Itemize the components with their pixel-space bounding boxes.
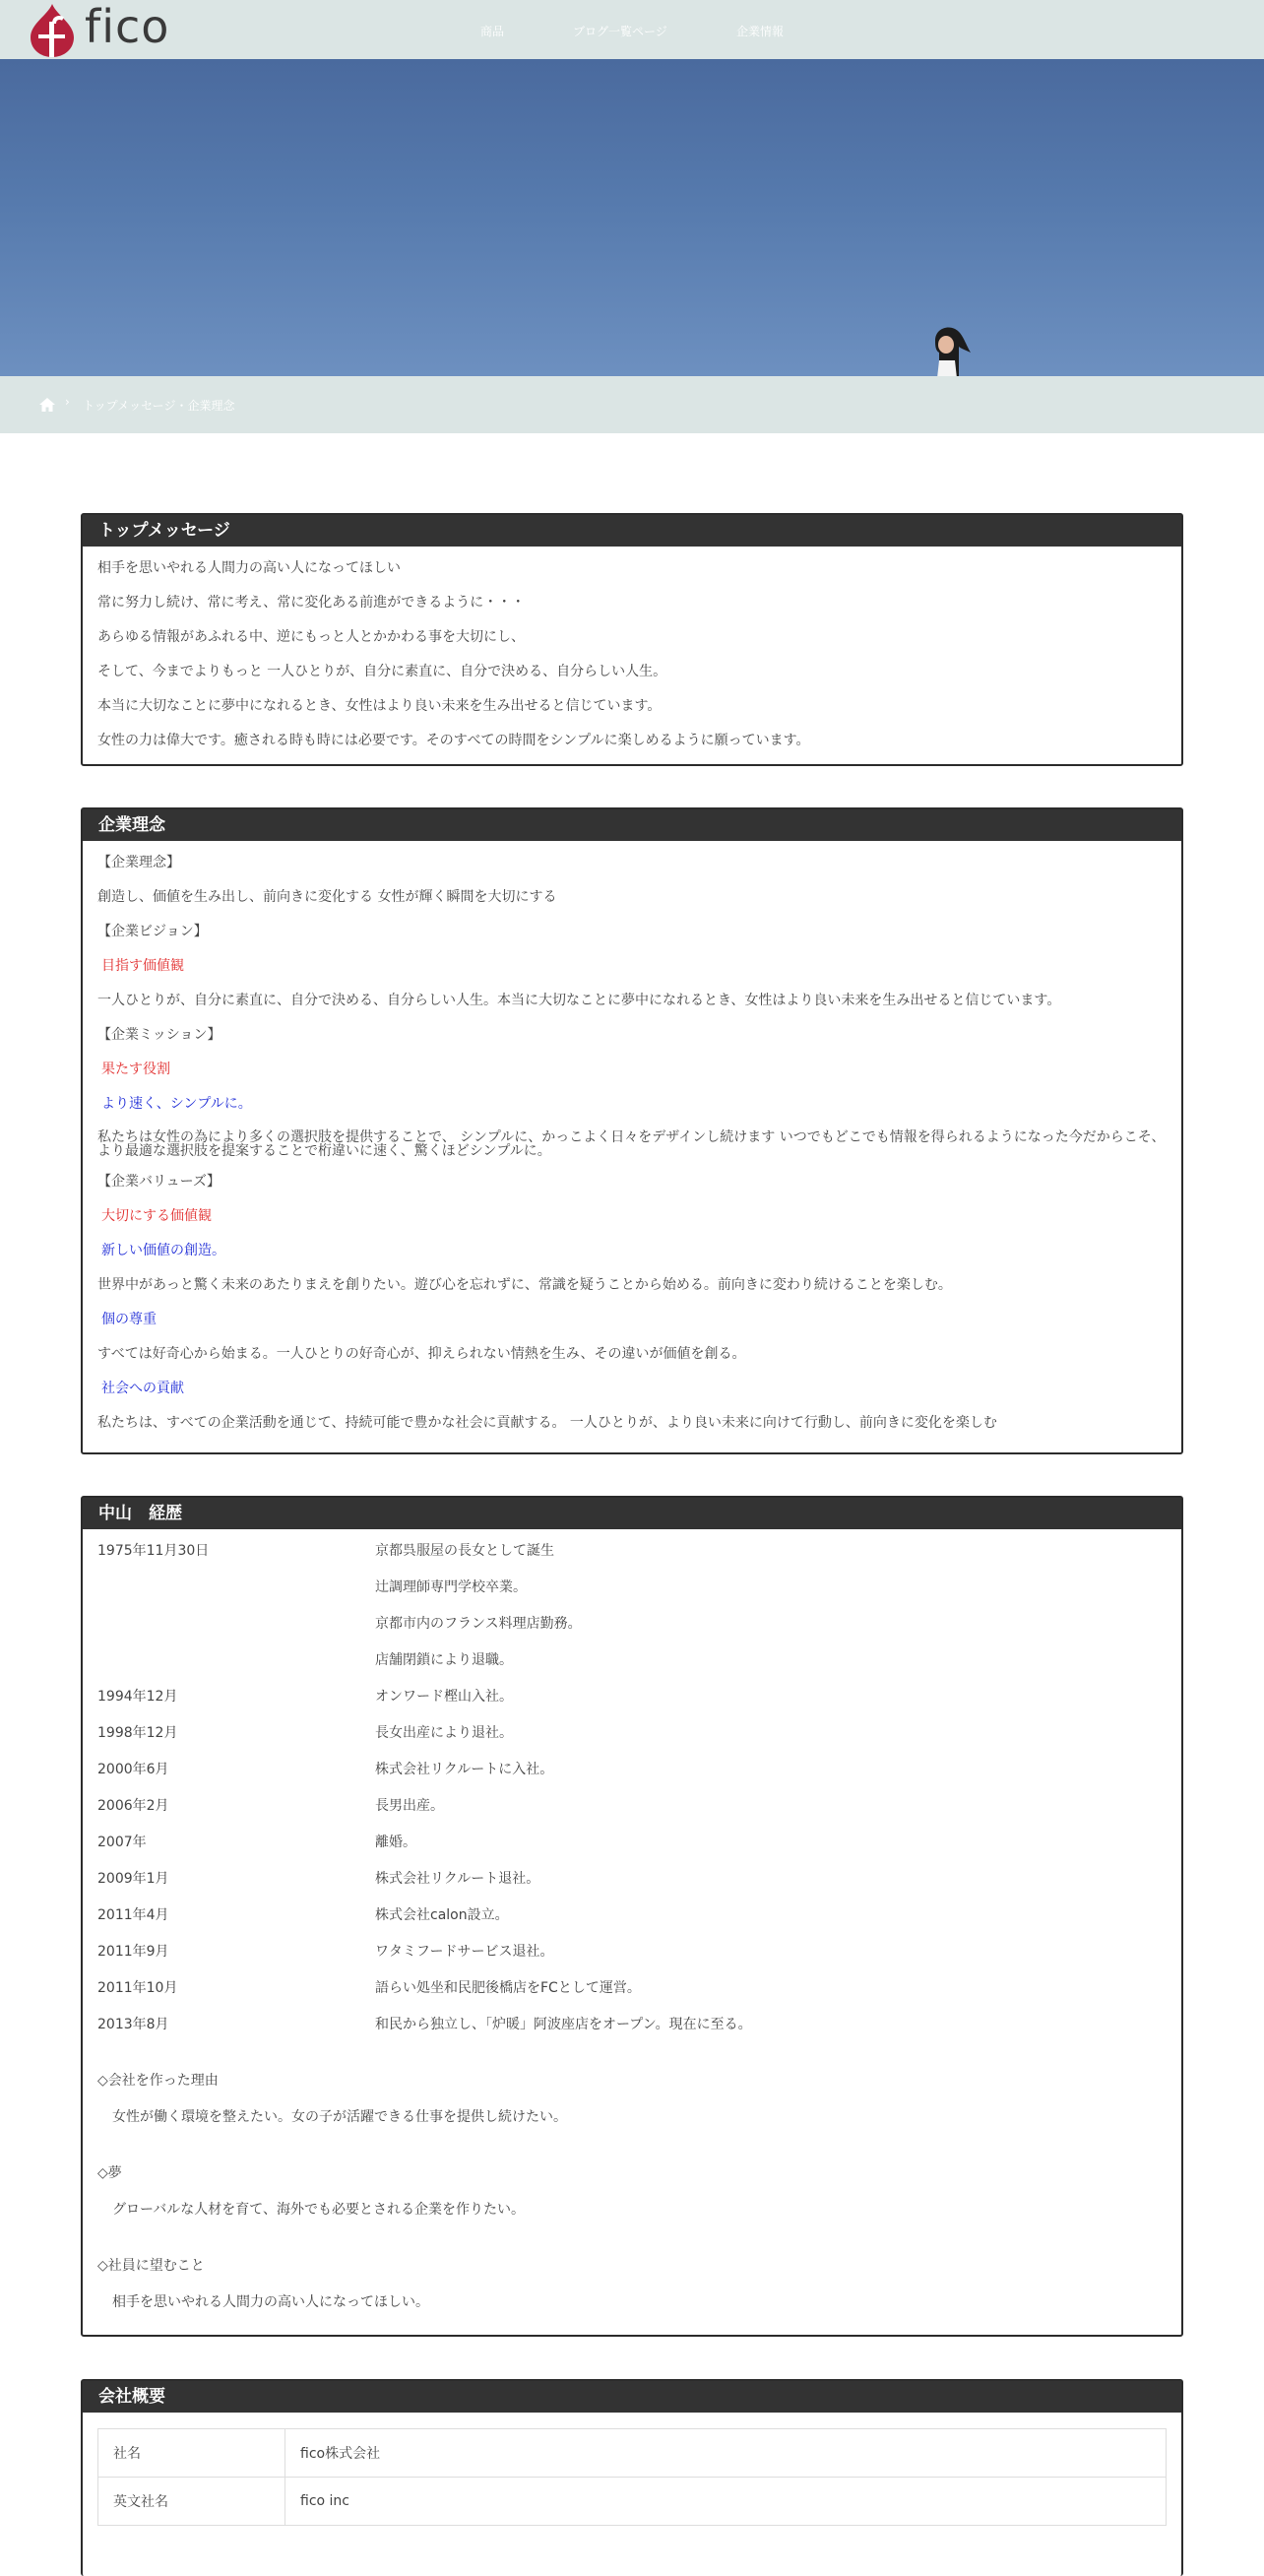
philosophy-heading: 社会への貢献 (101, 1381, 184, 1396)
top-message-title: トップメッセージ (83, 515, 1181, 547)
site-header (0, 0, 1264, 59)
breadcrumb-current: トップメッセージ・企業理念 (83, 399, 235, 413)
philosophy-heading: 果たす役割 (101, 1062, 170, 1077)
career-date (97, 1616, 375, 1652)
career-row (97, 1579, 1167, 1616)
philosophy-text: 一人ひとりが、自分に素直に、自分で決める、自分らしい人生。本当に大切なことに夢中になれるとき、女性はより良い未来を生み出せると信じています。 (97, 993, 1061, 1008)
career-body (83, 1529, 1181, 2321)
career-box (81, 1496, 1183, 2337)
career-date: 2007年 (97, 1835, 147, 1850)
company-table (97, 2428, 1167, 2526)
company-title: 会社概要 (83, 2381, 1181, 2413)
career-row (97, 1798, 1167, 1835)
home-icon[interactable] (39, 398, 55, 412)
career-note: オンワード樫山入社。 (375, 1689, 513, 1705)
career-note: 京都呉服屋の長女として誕生 (375, 1543, 554, 1559)
career-date: 2006年2月 (97, 1798, 169, 1814)
career-date: 2011年10月 (97, 1980, 178, 1996)
chevron-right-icon: › (65, 395, 70, 409)
company-value: fico inc (285, 2478, 1167, 2526)
career-note: 株式会社リクルートに入社。 (375, 1762, 554, 1777)
career-row (97, 1980, 1167, 2017)
message-line: あらゆる情報があふれる中、逆にもっと人とかかわる事を大切にし、 (97, 629, 525, 645)
career-row (97, 1871, 1167, 1907)
philosophy-body (83, 841, 1181, 1442)
career-section-text: 相手を思いやれる人間力の高い人になってほしい。 (112, 2294, 429, 2310)
career-section-title: ◇社員に望むこと (97, 2258, 205, 2274)
career-note: 京都市内のフランス料理店勤務。 (375, 1616, 582, 1632)
career-note: 長女出産により退社。 (375, 1725, 513, 1741)
career-note: 和民から独立し、「炉暖」阿波座店をオープン。現在に至る。 (375, 2017, 752, 2032)
career-note: 株式会社リクルート退社。 (375, 1871, 540, 1887)
company-box (81, 2379, 1183, 2576)
company-key: 英文社名 (98, 2478, 285, 2526)
career-row (97, 1652, 1167, 1689)
career-note: 株式会社calon設立。 (375, 1907, 509, 1923)
logo-text: fico (85, 0, 170, 53)
career-date: 1994年12月 (97, 1689, 178, 1705)
career-section-title: ◇夢 (97, 2165, 122, 2181)
career-note: 店舗閉鎖により退職。 (375, 1652, 513, 1668)
career-row (97, 1689, 1167, 1725)
career-date (97, 1652, 375, 1689)
career-date: 2009年1月 (97, 1871, 169, 1887)
career-row (97, 1835, 1167, 1871)
career-row (97, 1944, 1167, 1980)
philosophy-heading: 大切にする価値観 (101, 1208, 212, 1224)
table-row (98, 2478, 1167, 2526)
breadcrumb (0, 376, 1264, 433)
career-note: 辻調理師専門学校卒業。 (375, 1579, 527, 1595)
nav-item-company[interactable]: 企業情報 (736, 25, 785, 38)
career-date: 2000年6月 (97, 1762, 169, 1777)
top-message-body (83, 547, 1181, 759)
career-date: 2011年9月 (97, 1944, 169, 1960)
philosophy-heading: より速く、シンプルに。 (101, 1096, 252, 1112)
philosophy-text: 【企業ビジョン】 (97, 924, 208, 939)
career-row (97, 1907, 1167, 1944)
philosophy-heading: 個の尊重 (101, 1312, 157, 1327)
career-section-title: ◇会社を作った理由 (97, 2073, 219, 2089)
philosophy-heading: 新しい価値の創造。 (101, 1243, 225, 1258)
girl-figure-icon (925, 323, 984, 376)
table-row (98, 2429, 1167, 2478)
career-date: 2011年4月 (97, 1907, 169, 1923)
message-line: 女性の力は偉大です。癒される時も時には必要です。そのすべての時間をシンプルに楽しめるように願っています。 (97, 733, 810, 748)
career-row (97, 1616, 1167, 1652)
philosophy-heading: 目指す価値観 (101, 958, 184, 974)
message-line: そして、今までよりもっと 一人ひとりが、自分に素直に、自分で決める、自分らしい人生。 (97, 664, 667, 679)
philosophy-text: すべては好奇心から始まる。一人ひとりの好奇心が、抑えられない情熱を生み、その違いが価値を創る。 (97, 1346, 746, 1362)
career-date (97, 1579, 375, 1616)
nav-item-products[interactable]: 商品 (480, 25, 505, 38)
company-value: fico株式会社 (285, 2429, 1167, 2478)
message-line: 相手を思いやれる人間力の高い人になってほしい (97, 560, 401, 576)
career-note: ワタミフードサービス退社。 (375, 1944, 554, 1960)
career-row (97, 1725, 1167, 1762)
philosophy-box (81, 807, 1183, 1454)
career-note: 離婚。 (375, 1835, 416, 1850)
top-message-box (81, 513, 1183, 766)
career-note: 語らい処坐和民肥後橋店をFCとして運営。 (375, 1980, 641, 1996)
company-key: 社名 (98, 2429, 285, 2478)
career-date: 1975年11月30日 (97, 1543, 210, 1559)
career-title: 中山 経歴 (83, 1498, 1181, 1529)
message-line: 常に努力し続け、常に考え、常に変化ある前進ができるように・・・ (97, 595, 526, 611)
nav-item-blog-list[interactable]: ブログ一覧ページ (573, 25, 667, 38)
career-row (97, 2017, 1167, 2053)
career-date: 1998年12月 (97, 1725, 178, 1741)
career-row (97, 1543, 1167, 1579)
philosophy-text: 【企業バリューズ】 (97, 1174, 221, 1190)
philosophy-text: 【企業ミッション】 (97, 1027, 221, 1043)
career-date: 2013年8月 (97, 2017, 169, 2032)
philosophy-text: 創造し、価値を生み出し、前向きに変化する 女性が輝く瞬間を大切にする (97, 889, 557, 905)
philosophy-title: 企業理念 (83, 809, 1181, 841)
site-logo[interactable] (28, 0, 169, 59)
message-line: 本当に大切なことに夢中になれるとき、女性はより良い未来を生み出せると信じています。 (97, 698, 662, 714)
career-section-text: 女性が働く環境を整えたい。女の子が活躍できる仕事を提供し続けたい。 (112, 2109, 567, 2125)
philosophy-text: 私たちは、すべての企業活動を通じて、持続可能で豊かな社会に貢献する。 一人ひとりが、より良い未来に向けて行動し、前向きに変化を楽しむ (97, 1415, 997, 1431)
career-row (97, 1762, 1167, 1798)
career-note: 長男出産。 (375, 1798, 444, 1814)
philosophy-text: 私たちは女性の為により多くの選択肢を提供することで、 シンプルに、かっこよく日々をデザインし続けます いつでもどこでも情報を得られるようになった今だからこそ、より最適な選択肢を提案することで桁違いに速く、驚くほどシンプルに。 (97, 1129, 1166, 1159)
hero-image (0, 59, 1264, 376)
philosophy-text: 【企業理念】 (97, 855, 180, 870)
fico-logo-icon (28, 2, 77, 57)
career-section-text: グローバルな人材を育て、海外でも必要とされる企業を作りたい。 (112, 2202, 526, 2218)
philosophy-text: 世界中があっと驚く未来のあたりまえを創りたい。遊び心を忘れずに、常識を疑うことから始める。前向きに変わり続けることを楽しむ。 (97, 1277, 952, 1293)
